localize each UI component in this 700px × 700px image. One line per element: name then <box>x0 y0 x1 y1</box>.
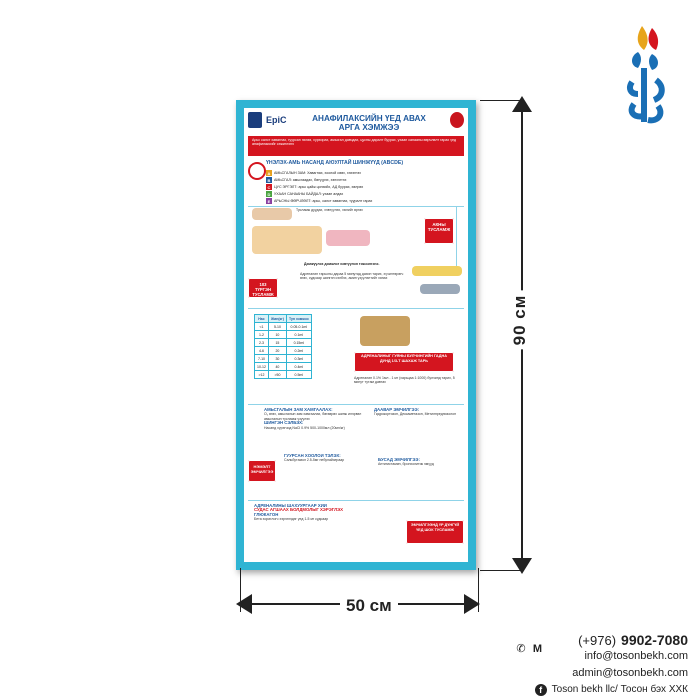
abcde-item <box>266 170 361 176</box>
glucagon-text: Бета хориглогч хэрэглэдэг үед 1-5 мг судсаар <box>254 517 329 522</box>
dose-table <box>254 314 312 379</box>
arrow-down-icon <box>512 558 532 574</box>
bronchodilator-block <box>284 454 374 494</box>
epic-logo: EpiC <box>266 115 287 125</box>
arrow-left-icon <box>236 594 252 614</box>
table-cell: 5-10 <box>268 323 286 331</box>
abcde-item-text: АРЬСНЫ ӨӨРЧЛӨЛТ: арьс, салст хавагнах, тууралт гарах <box>274 199 373 203</box>
table-cell: 0.4ml <box>286 363 311 371</box>
monitor-text: Адреналин тарьсны дараа 5 минутад дахин тарих, хүчилтөрөгч өгөх, судсаар шингэн сэлбэх, амин үзүүлэлтийг хянах <box>300 272 404 281</box>
abcde-letter-badge: C <box>267 184 271 190</box>
vasopressor-heading: СУДАС АГШААХ БОЛДМОЛЫГ ХЭРЭГЛЭХ <box>254 507 343 513</box>
hormone-text: Гидрокортизон, Дексаметазон, Метилпреднизолон <box>374 412 457 417</box>
poster-title: АНАФИЛАКСИЙН ҮЕД АВАХ АРГА ХЭМЖЭЭ <box>312 114 426 132</box>
divider <box>248 500 464 501</box>
bronchodilator-heading: ГУУРСАН ХООЛОЙ ТЭЛЭХ: <box>284 454 341 458</box>
oxygen-heading: АДРЕНАЛИНЫ ШАХУУРГААР ХИЙ <box>254 504 327 508</box>
bronchodilator-text: Сальбутамол 2.5-5мг небулайзераар <box>284 458 345 463</box>
anaphylaxis-poster <box>236 100 476 570</box>
contact-block <box>535 632 688 698</box>
airway-block <box>264 408 364 448</box>
other-treatment-heading: БУСАД ЭМЧИЛГЭЭ: <box>378 458 420 462</box>
abcde-letter-badge: B <box>267 177 271 183</box>
phone-number[interactable]: 9902-7080 <box>621 632 688 648</box>
table-row <box>255 363 312 371</box>
divider <box>248 206 464 207</box>
arrow-right-icon <box>464 594 480 614</box>
width-label: 50 см <box>340 596 398 616</box>
facebook-name: Toson bekh llc/ Тосон бэх ХХК <box>551 684 688 695</box>
additional-treatment-box: НЭМЭЛТ ЭМЧИЛГЭЭ <box>248 460 276 482</box>
table-cell: 2-3 <box>255 339 269 347</box>
hormone-heading: ДААВАР ЭМЧИЛГЭЭ: <box>374 408 420 412</box>
table-cell: 40 <box>268 363 286 371</box>
table-cell: 0.2ml <box>286 347 311 355</box>
cpr-figures <box>252 226 322 254</box>
abcde-item <box>266 177 346 183</box>
stretcher-icon <box>412 266 462 276</box>
medicine-kit-icon <box>360 316 410 346</box>
table-cell: 1-2 <box>255 331 269 339</box>
dose-table-header: Нас <box>255 315 269 323</box>
height-label: 90 см <box>510 291 530 350</box>
email-info[interactable]: info@tosonbekh.com <box>584 650 688 662</box>
phone-prefix: (+976) <box>578 632 617 648</box>
abcde-heading: ҮНЭЛЭХ-АМЬ НАСАНД АЮУЛТАЙ ШИНЖҮҮД (ABCDE) <box>266 160 404 166</box>
airway-text: О₂ өгөх, амьсгалын зам хамгаалах, бөгөөрөх шинж илэрвэл амьсгалын тусламж үзүүлэх <box>264 412 362 421</box>
dose-table-header: Жин(кг) <box>268 315 286 323</box>
warning-banner: Арьс салст хавагнах, гуурсан гөлөө, хурхирах, амьсгал давчдах, цусны даралт буурах, ухаан санааны өөрчлөлт гарах үед анафилаксийг сэжиглэнэ <box>248 136 464 156</box>
table-cell: >12 <box>255 371 269 379</box>
table-cell: 7-10 <box>255 355 269 363</box>
airway-heading: АМЬСГАЛЫН ЗАМ ХАМГААЛАХ: <box>264 408 333 412</box>
poster-body <box>244 108 468 562</box>
dose-table-header: Тун хэмжээ <box>286 315 311 323</box>
abcde-item-text: АМЬСГАЛ: амьсгаадах, бөгүүрэх, хэнхэгтэх <box>274 178 347 182</box>
ambulance-label: ТҮРГЭН ТУСЛАМЖ <box>252 287 274 297</box>
table-row <box>255 331 312 339</box>
abcde-letter-badge: A <box>267 170 271 176</box>
adrenaline-box: АДРЕНАЛИНЫГ ГУЯНЫ БУЛЧИНГИЙН ГАДНА ДУНД 1/3-Т ШАХАЖ ТАРЬ <box>354 352 454 372</box>
table-cell: 20 <box>268 347 286 355</box>
table-cell: 10 <box>268 331 286 339</box>
phone-icon: ✆ <box>516 643 526 655</box>
phone-row <box>535 632 688 648</box>
hormone-block <box>374 408 464 452</box>
ambulance-number: 103 <box>259 282 267 287</box>
facebook-icon: f <box>535 684 547 696</box>
divider <box>248 308 464 309</box>
fluid-text: Насанд хүрэгчид NaCl 0.9% 500-1000мл (20мл/кг) <box>264 425 345 430</box>
table-row <box>255 355 312 363</box>
monitor-heading: Дэмжүүлэх дэмжлэг хэвтүүлэн тэжээлгэнэ. <box>304 262 380 266</box>
abcde-item <box>266 184 363 190</box>
fluid-heading: ШИНГЭН СЭЛБЭХ: <box>264 420 304 426</box>
abcde-item <box>266 191 343 197</box>
abcde-letter-badge: D <box>267 191 271 197</box>
other-treatment-text: Антигистамин, бронхолитик эмүүд <box>378 462 434 467</box>
table-row <box>255 347 312 355</box>
table-cell: 30 <box>268 355 286 363</box>
abcde-item-text: АМЬСГАЛЫН ЗАМ: Хавагнах, хоолой сөөх, хэхэгнэх <box>274 171 362 175</box>
shock-help-box: ЭМЧИЛГЭЭНД ҮР ДҮНГҮЙ ҮЕД ШОК ТУСЛАМЖ <box>406 520 464 544</box>
ministry-logo-icon <box>248 112 262 128</box>
ambulance-box <box>248 278 278 298</box>
table-row <box>255 339 312 347</box>
positioning-text: Тусламж дуудах, хэвтүүлэх, хөлийг өргөх <box>296 208 363 212</box>
email-admin[interactable]: admin@tosonbekh.com <box>572 667 688 679</box>
call-for-help-box: АКНЫ ТУСЛАМЖ <box>424 218 454 244</box>
table-cell: 4-6 <box>255 347 269 355</box>
table-row <box>255 323 312 331</box>
adrenaline-text: Адреналин 0.1% 1мл - 1 мг (харьцаа 1:1000) булчинд тарих, 5 минут тутам давтах <box>354 376 455 385</box>
table-cell: >50 <box>268 371 286 379</box>
abcde-letter-badge: E <box>267 198 271 204</box>
table-cell: 15 <box>268 339 286 347</box>
table-cell: 0.3ml <box>286 355 311 363</box>
table-cell: 0.05-0.1ml <box>286 323 311 331</box>
table-row <box>255 371 312 379</box>
connector-line <box>456 206 457 266</box>
bottom-block <box>254 504 404 560</box>
facebook-row[interactable] <box>535 682 688 698</box>
other-treatment-block <box>378 458 464 498</box>
table-cell: <1 <box>255 323 269 331</box>
syringe-icon <box>420 284 460 294</box>
table-cell: 0.1ml <box>286 331 311 339</box>
glucagon-heading: ГЛЮКАГОН <box>254 511 279 517</box>
recovery-figure <box>326 230 370 246</box>
abcde-item-text: ЦУС ЭРГЭЛТ: арьс цайж цонхийх, АД буурах, хөлрөх <box>274 185 364 189</box>
table-cell: 10-12 <box>255 363 269 371</box>
company-logo <box>612 22 682 132</box>
magnet-icon <box>248 162 266 180</box>
table-cell: 0.15ml <box>286 339 311 347</box>
abcde-item <box>266 198 372 204</box>
table-cell: 0.5ml <box>286 371 311 379</box>
abcde-item-text: УХААН САНААНЫ БАЙДАЛ: ухаан алдах <box>274 192 344 196</box>
divider <box>248 404 464 405</box>
gmail-icon: M <box>532 643 543 655</box>
arrow-up-icon <box>512 96 532 112</box>
patient-lying-figure <box>252 208 292 220</box>
